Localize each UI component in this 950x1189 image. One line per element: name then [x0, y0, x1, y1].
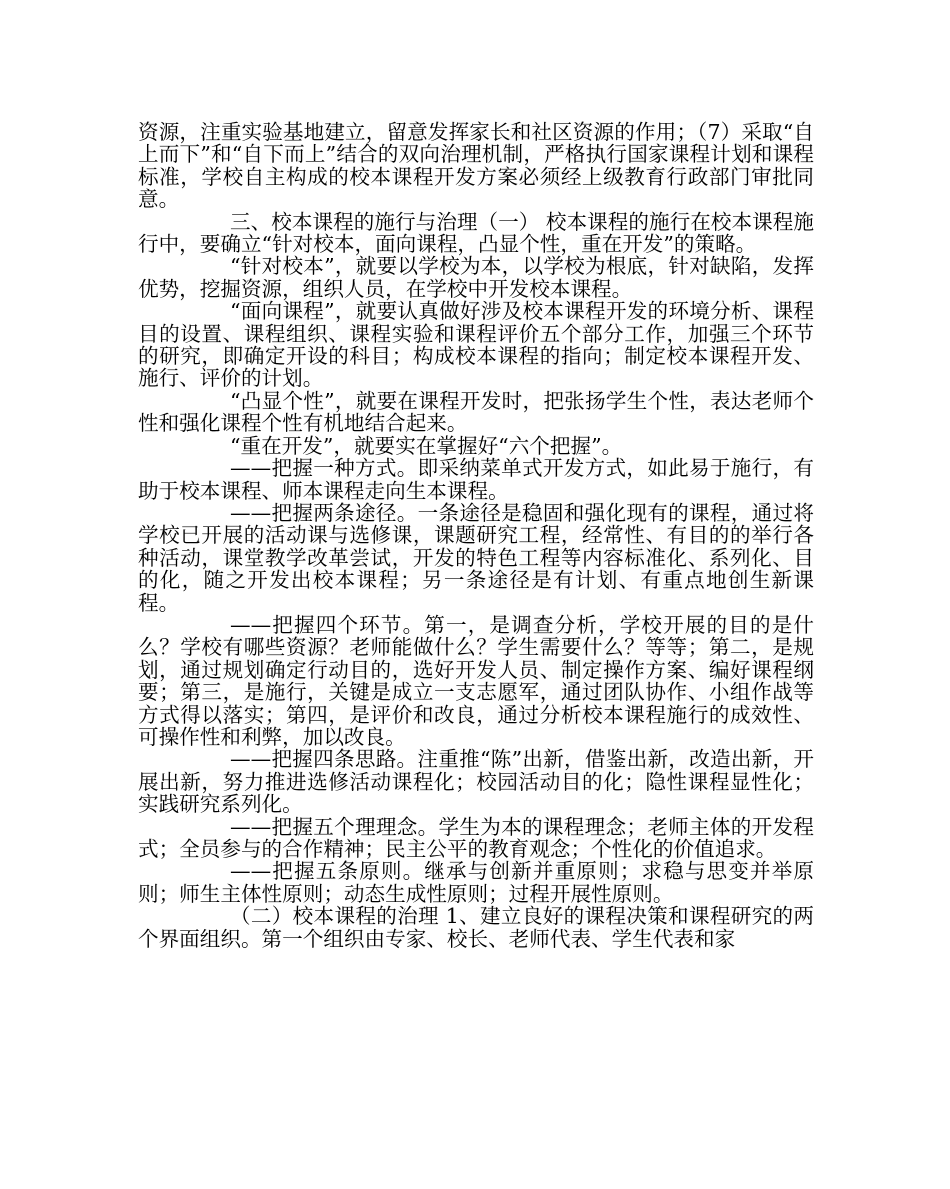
paragraph-focus-development: “重在开发”，就要实在掌握好“六个把握”。 — [230, 433, 623, 458]
paragraph-target-school: “针对校本”，就要以学校为本，以学校为根底，针对缺陷，发挥优势，挖掘资源，组织人员，在学校中开发校本课程。 — [138, 254, 814, 301]
paragraph-highlight-individuality: “凸显个性”，就要在课程开发时，把张扬学生个性，表达老师个性和强化课程个性有机地结合起来。 — [138, 388, 814, 436]
paragraph-grasp-five-concepts: ——把握五个理理念。学生为本的课程理念；老师主体的开发程式；全员参与的合作精神；民主公平的教育观念；个性化的价值追求。 — [138, 814, 814, 861]
paragraph-grasp-four-links: ——把握四个环节。第一，是调查分析，学校开展的目的是什么？学校有哪些资源？老师能做什么？学生需要什么？等等；第二，是规划，通过规划确定行动目的，选好开发人员、制定操作方案、编好课程纲要；第三，是施行，关键是成立一支志愿军，通过团队协作、小组作战等方式得以落实；第四，是评价和改良，通过分析校本课程施行的成效性、可操作性和利弊，加以改良。 — [138, 612, 814, 749]
paragraph-grasp-five-principles: ——把握五条原则。继承与创新并重原则；求稳与思变并举原则；师生主体性原则；动态生成性原则；过程开展性原则。 — [138, 859, 814, 906]
paragraph-face-curriculum: “面向课程”，就要认真做好涉及校本课程开发的环境分析、课程目的设置、课程组织、课程实验和课程评价五个部分工作，加强三个环节的研究，即确定开设的科目；构成校本课程的指向；制定校本课程开发、施行、评价的计划。 — [138, 299, 814, 391]
paragraph-grasp-one-method: ——把握一种方式。即采纳菜单式开发方式，如此易于施行，有助于校本课程、师本课程走向生本课程。 — [138, 456, 814, 503]
paragraph-continuation: 资源，注重实验基地建立，留意发挥家长和社区资源的作用；（7）采取“自上而下”和“自下而上”结合的双向治理机制，严格执行国家课程计划和课程标准，学校自主构成的校本课程开发方案必须经上级教育行政部门审批同意。 — [138, 120, 814, 212]
document-body — [138, 121, 814, 950]
paragraph-section-three-heading: 三、校本课程的施行与治理（一） 校本课程的施行在校本课程施行中，要确立“针对校本，面向课程，凸显个性，重在开发”的策略。 — [138, 209, 814, 257]
paragraph-grasp-four-ideas: ——把握四条思路。注重推“陈”出新，借鉴出新，改造出新，开展出新，努力推进选修活动课程化；校园活动目的化；隐性课程显性化；实践研究系列化。 — [138, 747, 814, 817]
paragraph-grasp-two-paths: ——把握两条途径。一条途径是稳固和强化现有的课程，通过将学校已开展的活动课与选修课，课题研究工程，经常性、有目的的举行各种活动，课堂教学改革尝试，开发的特色工程等内容标准化、系列化、目的化，随之开发出校本课程；另一条途径是有计划、有重点地创生新课程。 — [138, 500, 814, 615]
paragraph-section-two-management: （二）校本课程的治理 1、建立良好的课程决策和课程研究的两个界面组织。第一个组织由专家、校长、老师代表、学生代表和家 — [138, 904, 814, 951]
